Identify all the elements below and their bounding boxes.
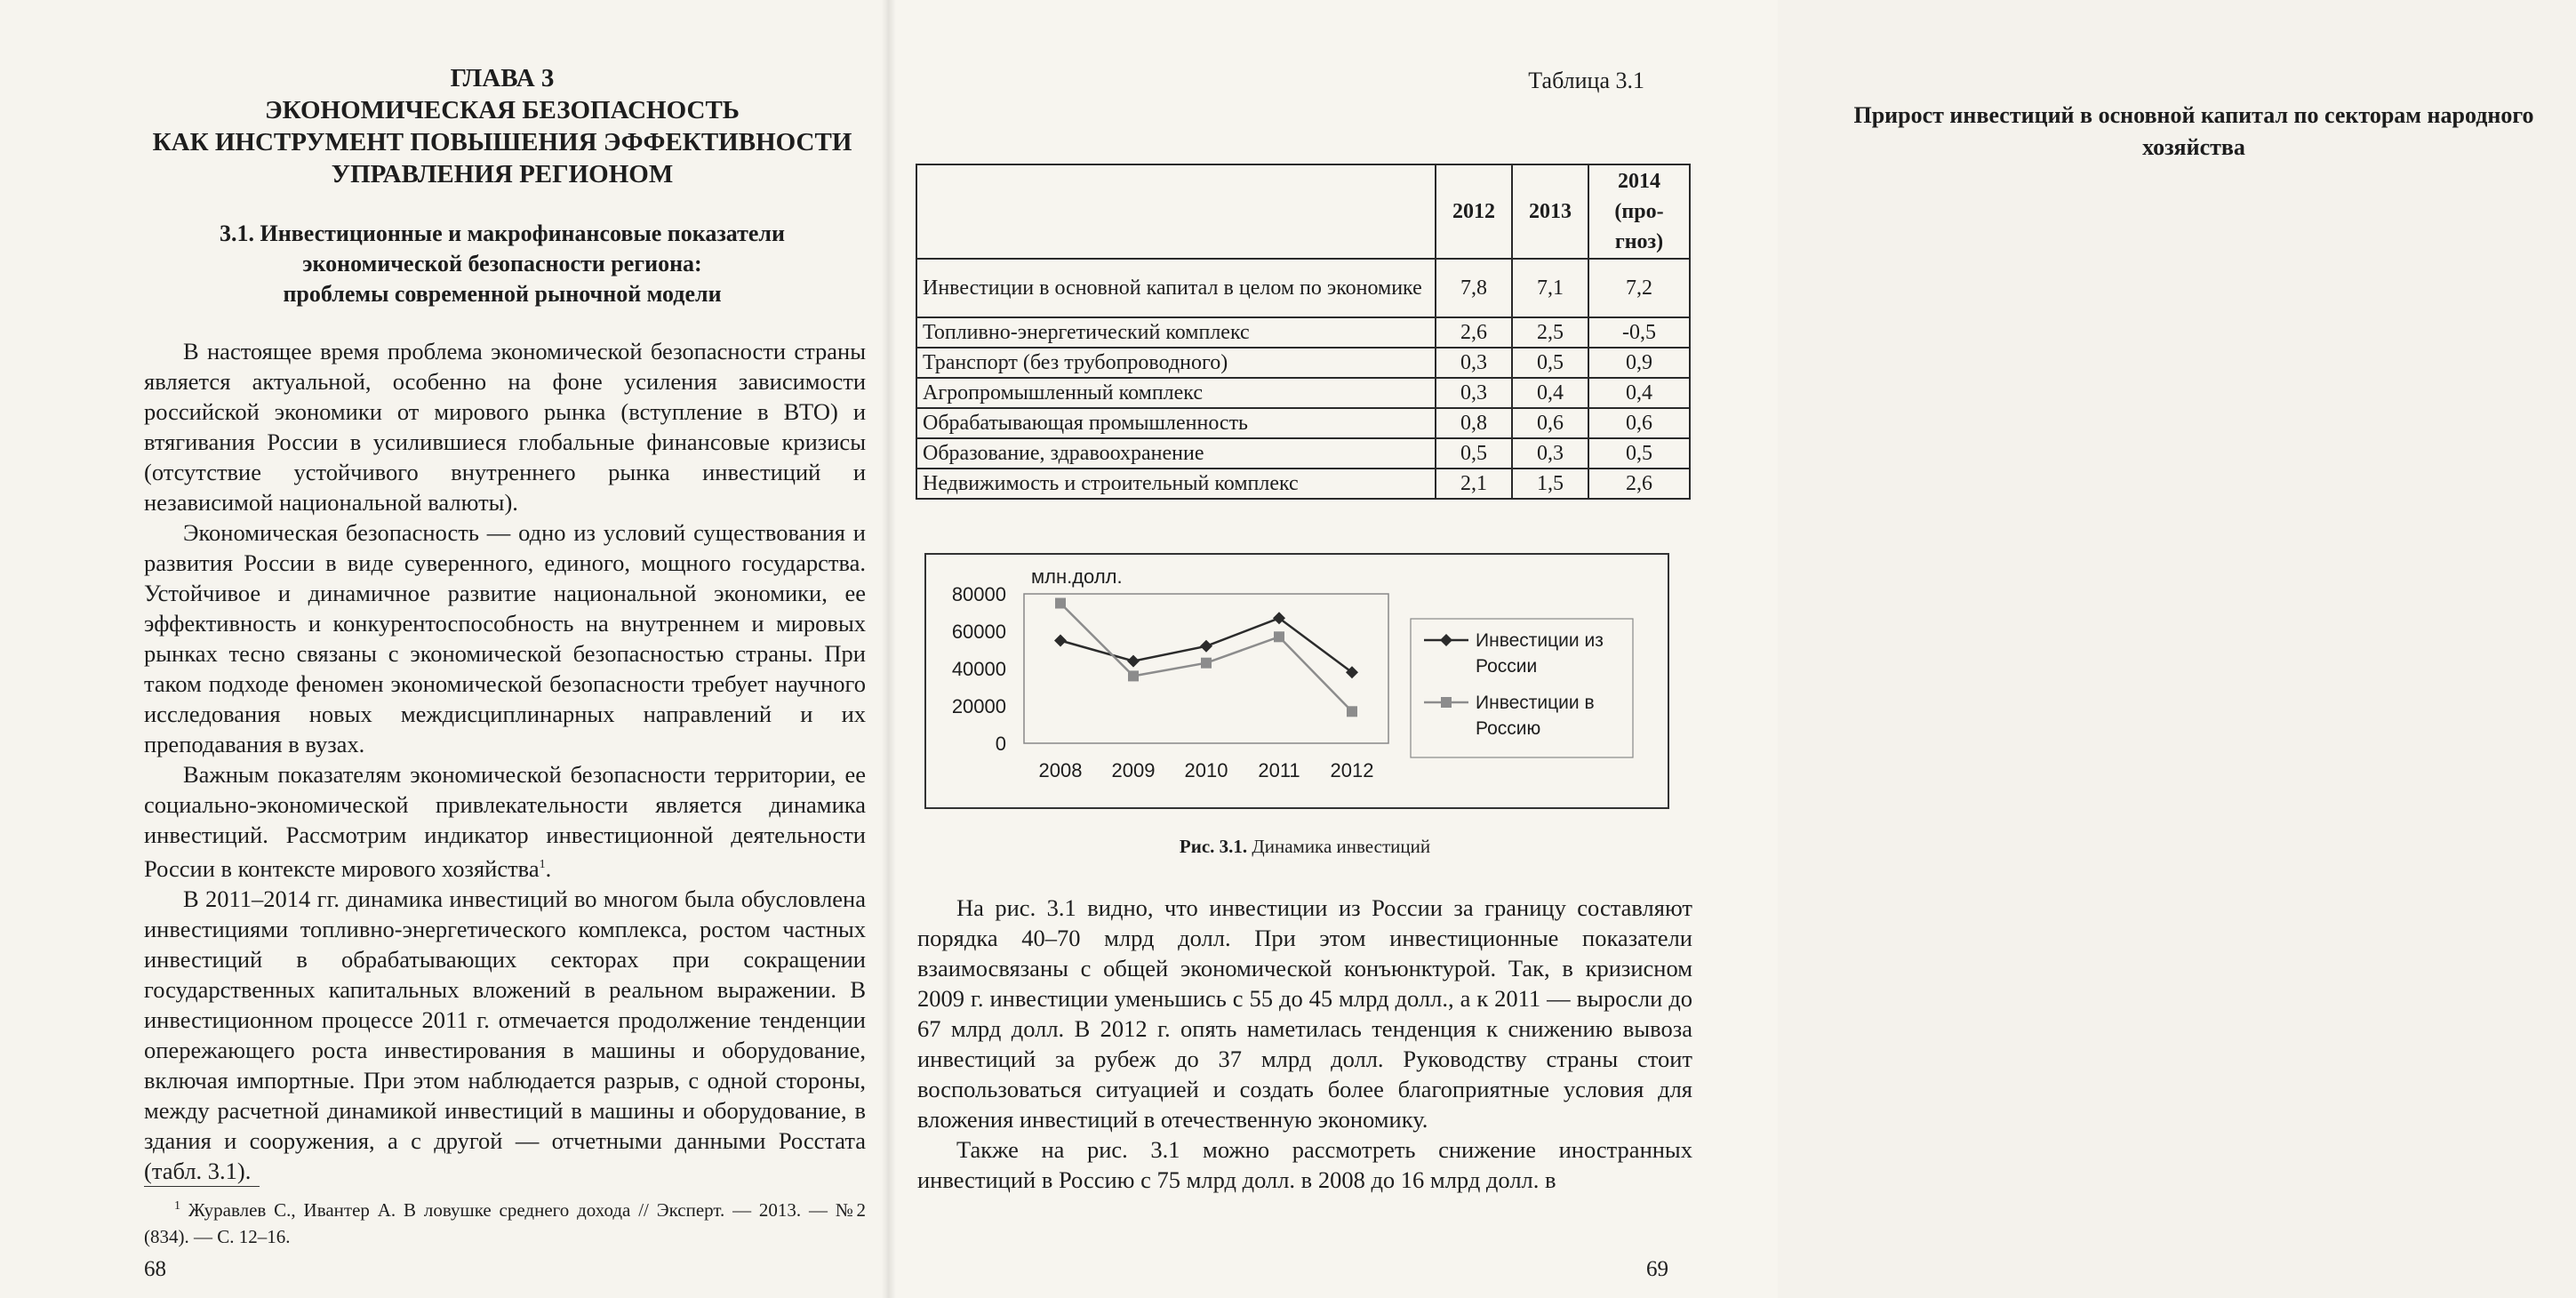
- left-page: [0, 0, 889, 1298]
- table-cell-2013: 2,5: [1512, 317, 1588, 348]
- legend-label: Инвестиции в: [1476, 693, 1595, 713]
- table-cell-2013: 0,4: [1512, 378, 1588, 408]
- table-row: [916, 259, 1690, 317]
- data-point-square: [1274, 631, 1284, 642]
- table-row: [916, 408, 1690, 438]
- plot-area: [1024, 594, 1388, 743]
- right-body-text: [917, 893, 1692, 1195]
- x-tick-label: 2011: [1258, 759, 1300, 781]
- data-point-diamond: [1127, 655, 1140, 668]
- table-row-label: Недвижимость и строительный комплекс: [916, 469, 1436, 499]
- table-cell-2013: 7,1: [1512, 259, 1588, 317]
- table-row-label: Инвестиции в основной капитал в целом по экономике: [916, 259, 1436, 317]
- table-cell-2012: 0,5: [1436, 438, 1512, 469]
- table-cell-2013: 0,6: [1512, 408, 1588, 438]
- investment-chart: [924, 553, 1669, 809]
- legend-marker-diamond: [1440, 634, 1452, 646]
- table-cell-2014: -0,5: [1588, 317, 1690, 348]
- chapter-title-line-3: УПРАВЛЕНИЯ РЕГИОНОМ: [331, 160, 674, 188]
- data-point-square: [1201, 658, 1212, 669]
- x-tick-label: 2010: [1184, 759, 1228, 781]
- table-cell-2014: 0,6: [1588, 408, 1690, 438]
- footnote-text: Журавлев С., Ивантер А. В ловушке среднего дохода // Эксперт. — 2013. — №2 (834). — С. 12–16.: [144, 1199, 867, 1247]
- paragraph: В настоящее время проблема экономической безопасности страны является актуальной, особенно на фоне усиления зависимости российской экономики от мирового рынка (вступление в ВТО) и втягивания России в усилившиеся глобальные финансовые кризисы (отсутствие устойчивого внутреннего рынка инвестиций и независимой национальной валюты).: [144, 338, 866, 516]
- figure-caption-text: Динамика инвестиций: [1252, 836, 1431, 857]
- section-heading: [142, 219, 862, 309]
- investment-table: [916, 164, 1691, 500]
- paragraph-end: .: [545, 854, 552, 882]
- table-row: [916, 317, 1690, 348]
- paragraph-text: Важным показателям экономической безопасности территории, ее социально-экономической привлекательности является динамика инвестиций. Рассмотрим индикатор инвестиционной деятельности России в контексте мирового хозяйства: [144, 761, 866, 882]
- table-caption: Таблица 3.1: [1528, 68, 1644, 93]
- table-cell-2013: 1,5: [1512, 469, 1588, 499]
- table-row-label: Транспорт (без трубопроводного): [916, 348, 1436, 378]
- table-cell-2014: 2,6: [1588, 469, 1690, 499]
- table-cell-2012: 0,3: [1436, 378, 1512, 408]
- y-tick-label: 20000: [951, 695, 1006, 717]
- table-row: [916, 438, 1690, 469]
- table-row-label: Топливно-энергетический комплекс: [916, 317, 1436, 348]
- table-cell-2014: 0,9: [1588, 348, 1690, 378]
- table-cell-2012: 0,8: [1436, 408, 1512, 438]
- table-row-label: Агропромышленный комплекс: [916, 378, 1436, 408]
- legend-label: Россию: [1476, 718, 1541, 739]
- series-line-1: [1060, 604, 1352, 712]
- data-point-square: [1128, 670, 1139, 681]
- paragraph: На рис. 3.1 видно, что инвестиции из России за границу составляют порядка 40–70 млрд долл. При этом инвестиционные показатели взаимосвязаны с общей экономической конъюнктурой. Так, в кризисном 2009 г. инвестиции уменьшись с 55 до 45 млрд долл., а к 2011 — выросли до 67 млрд долл. В 2012 г. опять наметилась тенденция к снижению вывоза инвестиций за рубеж до 37 млрд долл. Руководству страны стоит воспользоваться ситуацией и создать более благоприятные условия для вложения инвестиций в отечественную экономику.: [917, 894, 1692, 1133]
- paragraph: Также на рис. 3.1 можно рассмотреть снижение иностранных инвестиций в Россию с 75 млрд долл. в 2008 до 16 млрд долл. в: [917, 1136, 1692, 1193]
- table-title: Прирост инвестиций в основной капитал по секторам народного хозяйства: [1853, 102, 2534, 160]
- legend-marker-square: [1441, 697, 1452, 708]
- table-cell-2012: 0,3: [1436, 348, 1512, 378]
- section-title-line-1: 3.1. Инвестиционные и макрофинансовые показатели: [219, 220, 786, 246]
- paragraph: Экономическая безопасность — одно из условий существования и развития России в виде суверенного, единого, мощного государства. Устойчивое и динамичное развитие национальной экономики, ее эффективность и конкурентоспособность на внутреннем и мировых рынках тесно связаны с экономической безопасностью страны. При таком подходе феномен экономической безопасности требует научного исследования новых междисциплинарных направлений и их преподавания в вузах.: [144, 519, 866, 757]
- book-gutter: [882, 0, 896, 1298]
- section-title-line-3: проблемы современной рыночной модели: [283, 281, 722, 307]
- chapter-title-line-1: ЭКОНОМИЧЕСКАЯ БЕЗОПАСНОСТЬ: [265, 96, 740, 124]
- y-tick-label: 60000: [951, 621, 1006, 643]
- chapter-heading: [133, 62, 871, 190]
- table-cell-2013: 0,3: [1512, 438, 1588, 469]
- table-cell-2013: 0,5: [1512, 348, 1588, 378]
- data-point-square: [1055, 598, 1066, 609]
- table-cell-2014: 7,2: [1588, 259, 1690, 317]
- data-point-diamond: [1054, 635, 1067, 647]
- x-tick-label: 2009: [1111, 759, 1156, 781]
- data-point-diamond: [1200, 640, 1212, 653]
- y-tick-label: 40000: [951, 658, 1006, 680]
- table-row-label: Образование, здравоохранение: [916, 438, 1436, 469]
- legend-label: России: [1476, 656, 1538, 677]
- left-body-text: [144, 336, 866, 1186]
- page-number-left: 68: [144, 1257, 166, 1281]
- section-title-line-2: экономической безопасности региона:: [302, 251, 702, 276]
- table-row: [916, 348, 1690, 378]
- footnote-mark: 1: [174, 1199, 180, 1213]
- table-row-label: Обрабатывающая промышленность: [916, 408, 1436, 438]
- y-tick-label: 0: [995, 733, 1006, 755]
- table-header-empty: [916, 164, 1436, 259]
- table-row: [916, 469, 1690, 499]
- table-header-2013: 2013: [1512, 164, 1588, 259]
- chapter-number: ГЛАВА 3: [450, 64, 555, 92]
- data-point-square: [1347, 706, 1357, 717]
- footnote: [144, 1193, 866, 1250]
- table-row: [916, 378, 1690, 408]
- chapter-title-line-2: КАК ИНСТРУМЕНТ ПОВЫШЕНИЯ ЭФФЕКТИВНОСТИ: [152, 128, 852, 156]
- y-tick-label: 80000: [951, 583, 1006, 605]
- table-header-2014: 2014 (про-гноз): [1588, 164, 1690, 259]
- footnote-divider: [144, 1186, 260, 1187]
- paragraph: В 2011–2014 гг. динамика инвестиций во многом была обусловлена инвестициями топливно-энергетического комплекса, ростом частных инвестиций в обрабатывающих секторах при сокращении государственных капитальных вложений в реальном выражении. В инвестиционном процессе 2011 г. отмечается продолжение тенденции опережающего роста инвестирования в машины и оборудование, включая импортные. При этом наблюдается разрыв, с одной стороны, между расчетной динамикой инвестиций в машины и оборудование, в здания и сооружения, а с другой — отчетными данными Росстата (табл. 3.1).: [144, 885, 866, 1184]
- figure-caption-label: Рис. 3.1.: [1179, 836, 1248, 857]
- footnote-reference: 1: [539, 858, 546, 871]
- y-axis-unit-label: млн.долл.: [1031, 565, 1123, 588]
- table-cell-2012: 7,8: [1436, 259, 1512, 317]
- figure-caption: [923, 836, 1687, 858]
- x-tick-label: 2012: [1330, 759, 1374, 781]
- table-header-row: [916, 164, 1690, 259]
- table-cell-2012: 2,1: [1436, 469, 1512, 499]
- paragraph: [144, 759, 866, 884]
- chart-canvas: [926, 555, 1668, 807]
- table-cell-2014: 0,5: [1588, 438, 1690, 469]
- table-header-2012: 2012: [1436, 164, 1512, 259]
- page-number-right: 69: [1646, 1257, 1668, 1281]
- legend-label: Инвестиции из: [1476, 630, 1604, 651]
- x-tick-label: 2008: [1038, 759, 1083, 781]
- table-cell-2012: 2,6: [1436, 317, 1512, 348]
- table-cell-2014: 0,4: [1588, 378, 1690, 408]
